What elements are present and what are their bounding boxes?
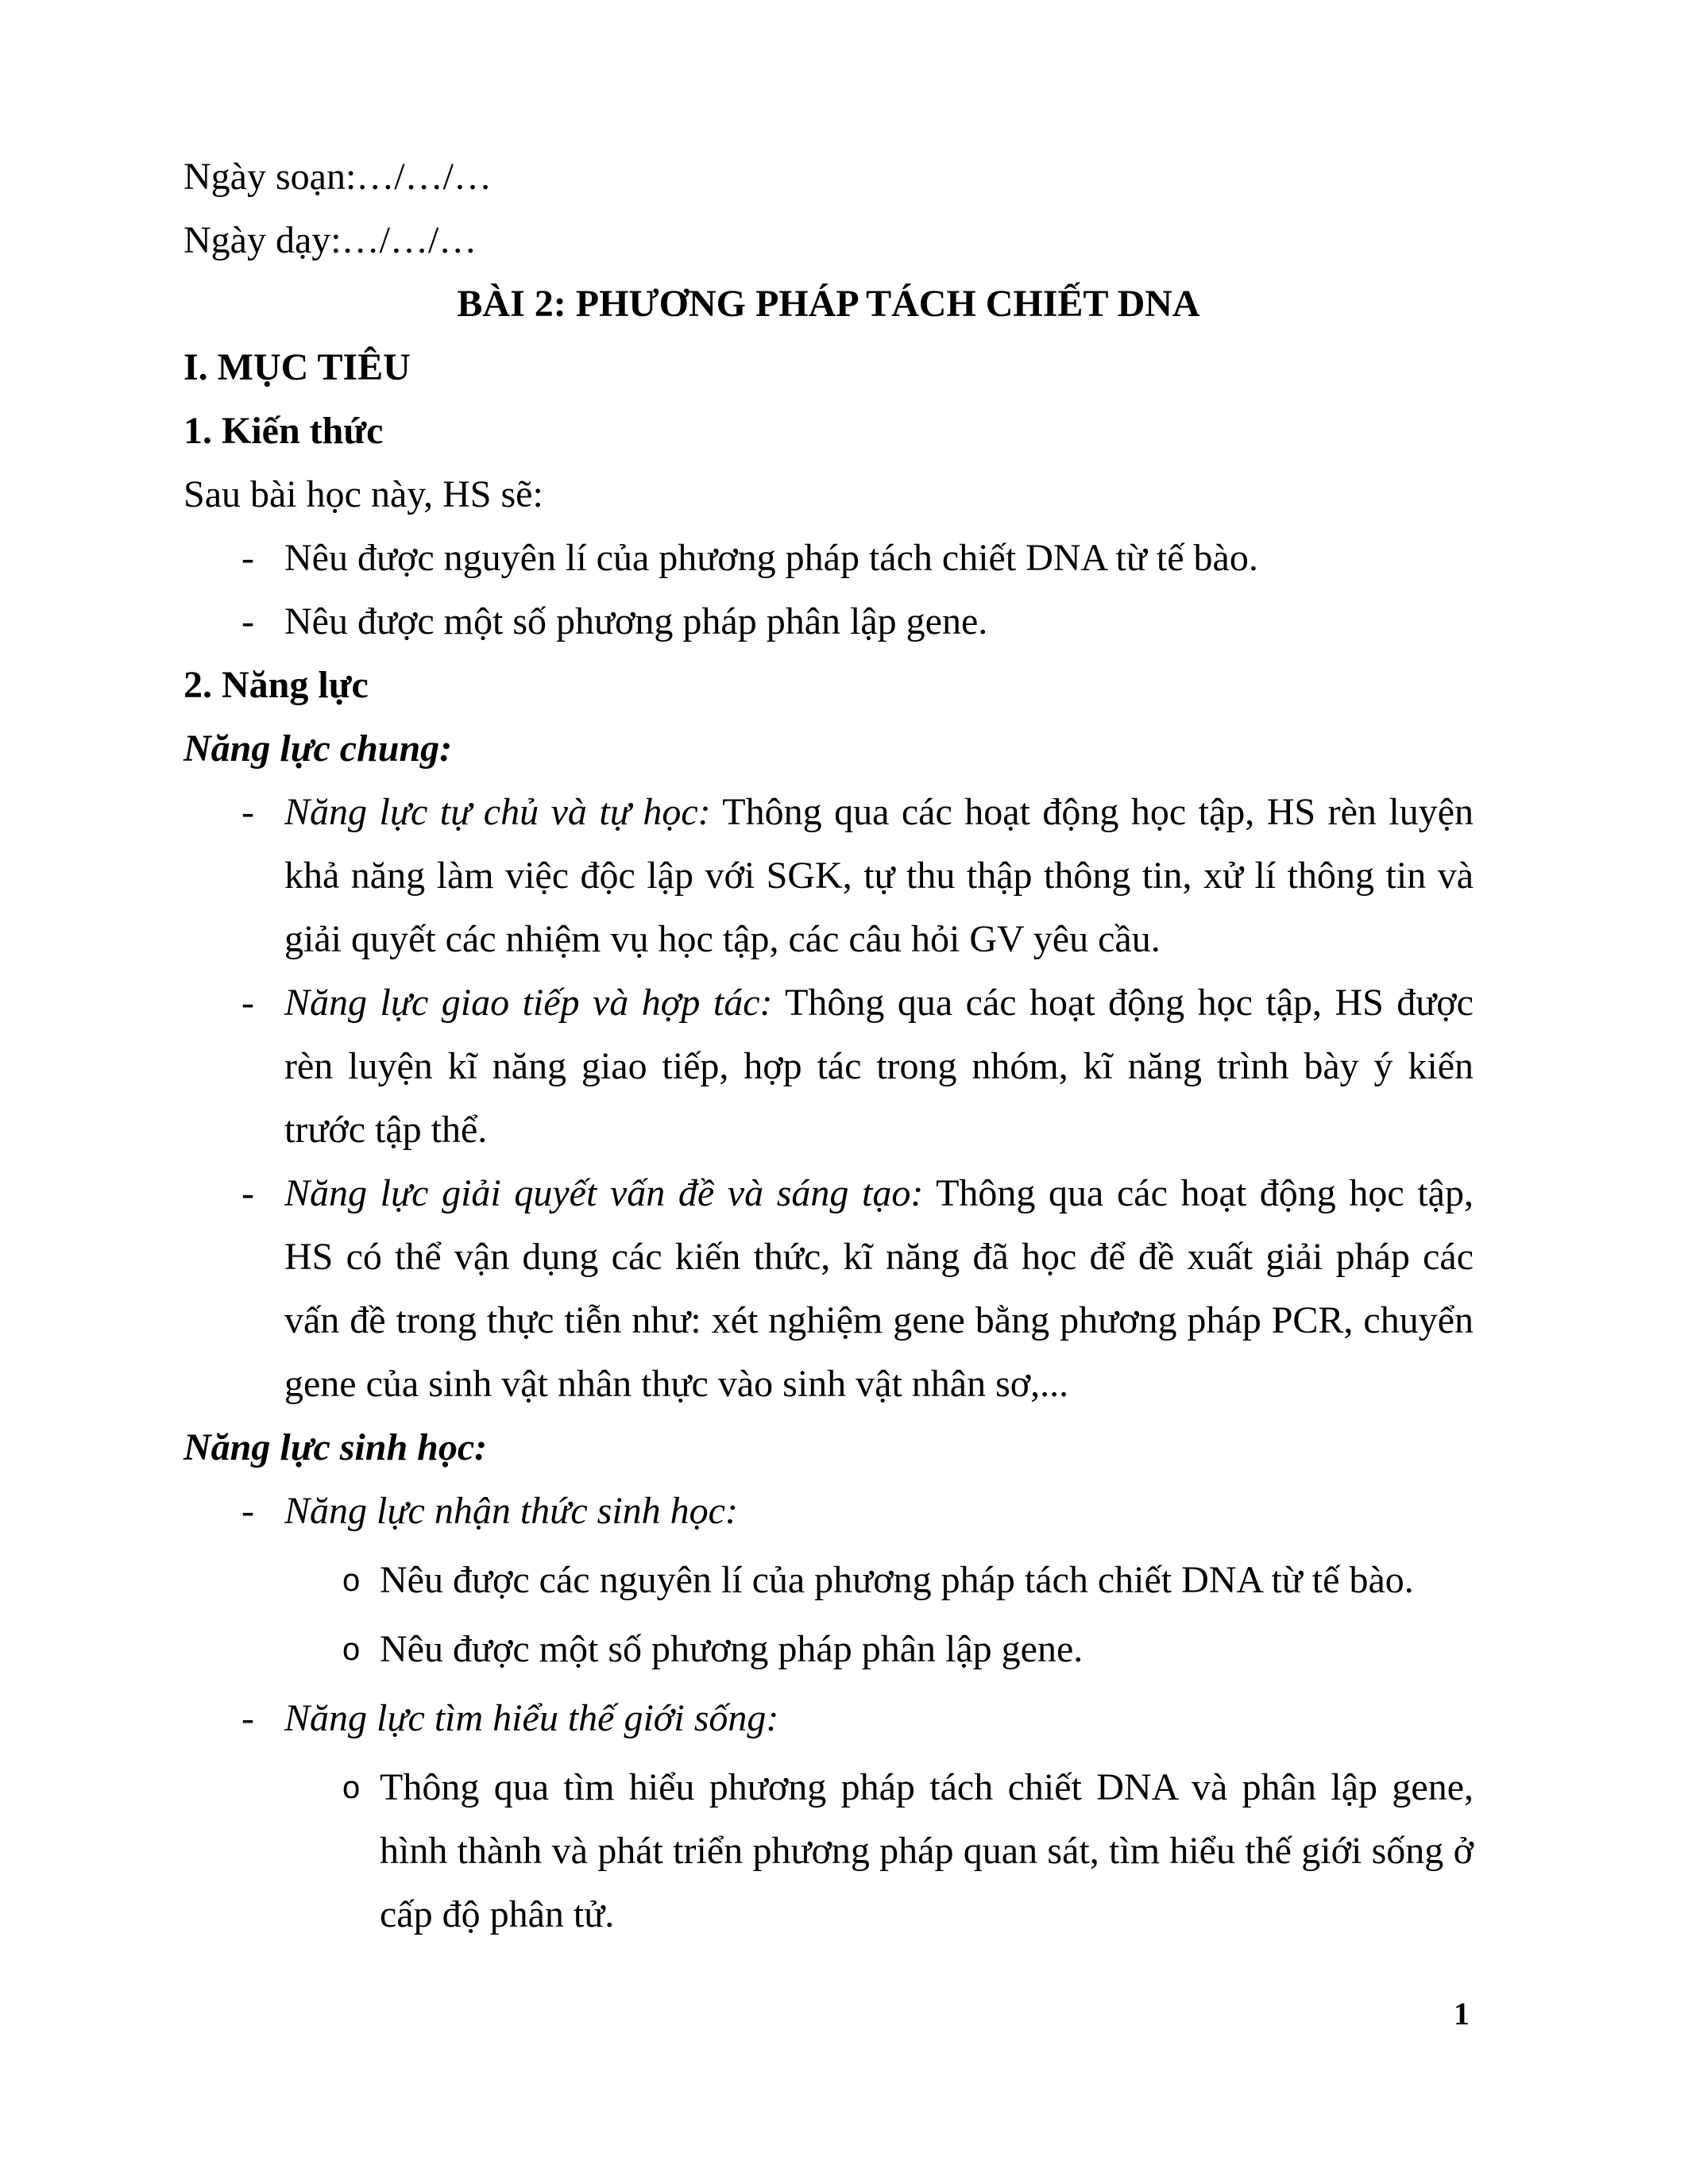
general-competence-item [183,1162,1474,1416]
item-text: Nêu được một số phương pháp phân lập gene. [380,1628,1083,1670]
item-label: Năng lực tự chủ và tự học: [284,791,711,833]
dash-bullet: - [241,1490,254,1532]
subheading-knowledge: 1. Kiến thức [183,410,384,452]
general-competence-item [183,971,1474,1162]
subheading-competence: 2. Năng lực [183,664,369,706]
item-text: Thông qua tìm hiểu phương pháp tách chiết DNA và phân lập gene, hình thành và phát triển phương pháp quan sát, tìm hiểu thế giới sống ở cấp độ phân tử. [380,1766,1474,1935]
date-taught: Ngày dạy:…/…/… [183,219,477,261]
bio-group-label [183,1480,1474,1543]
item-text: Thông qua các hoạt động học tập, HS rèn luyện khả năng làm việc độc lập với SGK, tự thu thập thông tin, xử lí thông tin và giải quyết các nhiệm vụ học tập, các câu hỏi GV yêu cầu. [284,791,1474,960]
dash-bullet: - [241,982,254,1024]
page-number: 1 [1454,1996,1470,2032]
bio-competence-heading: Năng lực sinh học: [183,1426,488,1468]
item-text: Thông qua các hoạt động học tập, HS có thể vận dụng các kiến thức, kĩ năng đã học để đề xuất giải pháp các vấn đề trong thực tiễn như: xét nghiệm gene bằng phương pháp PCR, chuyển gene của sinh vật nhân thực vào sinh vật nhân sơ,... [284,1172,1474,1405]
item-text: Thông qua các hoạt động học tập, HS được rèn luyện kĩ năng giao tiếp, hợp tác trong nhóm, kĩ năng trình bày ý kiến trước tập thể. [284,982,1474,1151]
general-competence-item [183,781,1474,971]
bio-group-label [183,1687,1474,1750]
dash-bullet: - [241,537,254,579]
dash-bullet: - [241,600,254,642]
bio-item [183,1756,1474,1947]
bio-item [183,1549,1474,1612]
bio-item [183,1618,1474,1681]
item-text: Nêu được một số phương pháp phân lập gene. [284,600,988,642]
dash-bullet: - [241,791,254,833]
section-heading-objectives: I. MỤC TIÊU [183,346,411,388]
general-competence-heading: Năng lực chung: [183,727,453,770]
dash-bullet: - [241,1172,254,1214]
date-prepared: Ngày soạn:…/…/… [183,156,492,198]
item-label: Năng lực nhận thức sinh học: [284,1490,738,1532]
document-body [183,145,1474,1947]
item-text: Nêu được nguyên lí của phương pháp tách chiết DNA từ tế bào. [284,537,1258,579]
dash-bullet: - [241,1697,254,1739]
knowledge-item [183,527,1474,590]
item-label: Năng lực giải quyết vấn đề và sáng tạo: [284,1172,924,1214]
lesson-title: BÀI 2: PHƯƠNG PHÁP TÁCH CHIẾT DNA [457,283,1200,325]
knowledge-item [183,590,1474,654]
item-label: Năng lực giao tiếp và hợp tác: [284,982,773,1024]
circle-bullet: o [342,1770,361,1805]
circle-bullet: o [342,1632,361,1667]
circle-bullet: o [342,1563,361,1598]
item-label: Năng lực tìm hiểu thế giới sống: [284,1697,779,1739]
knowledge-intro: Sau bài học này, HS sẽ: [183,473,543,515]
item-text: Nêu được các nguyên lí của phương pháp tách chiết DNA từ tế bào. [380,1559,1414,1601]
